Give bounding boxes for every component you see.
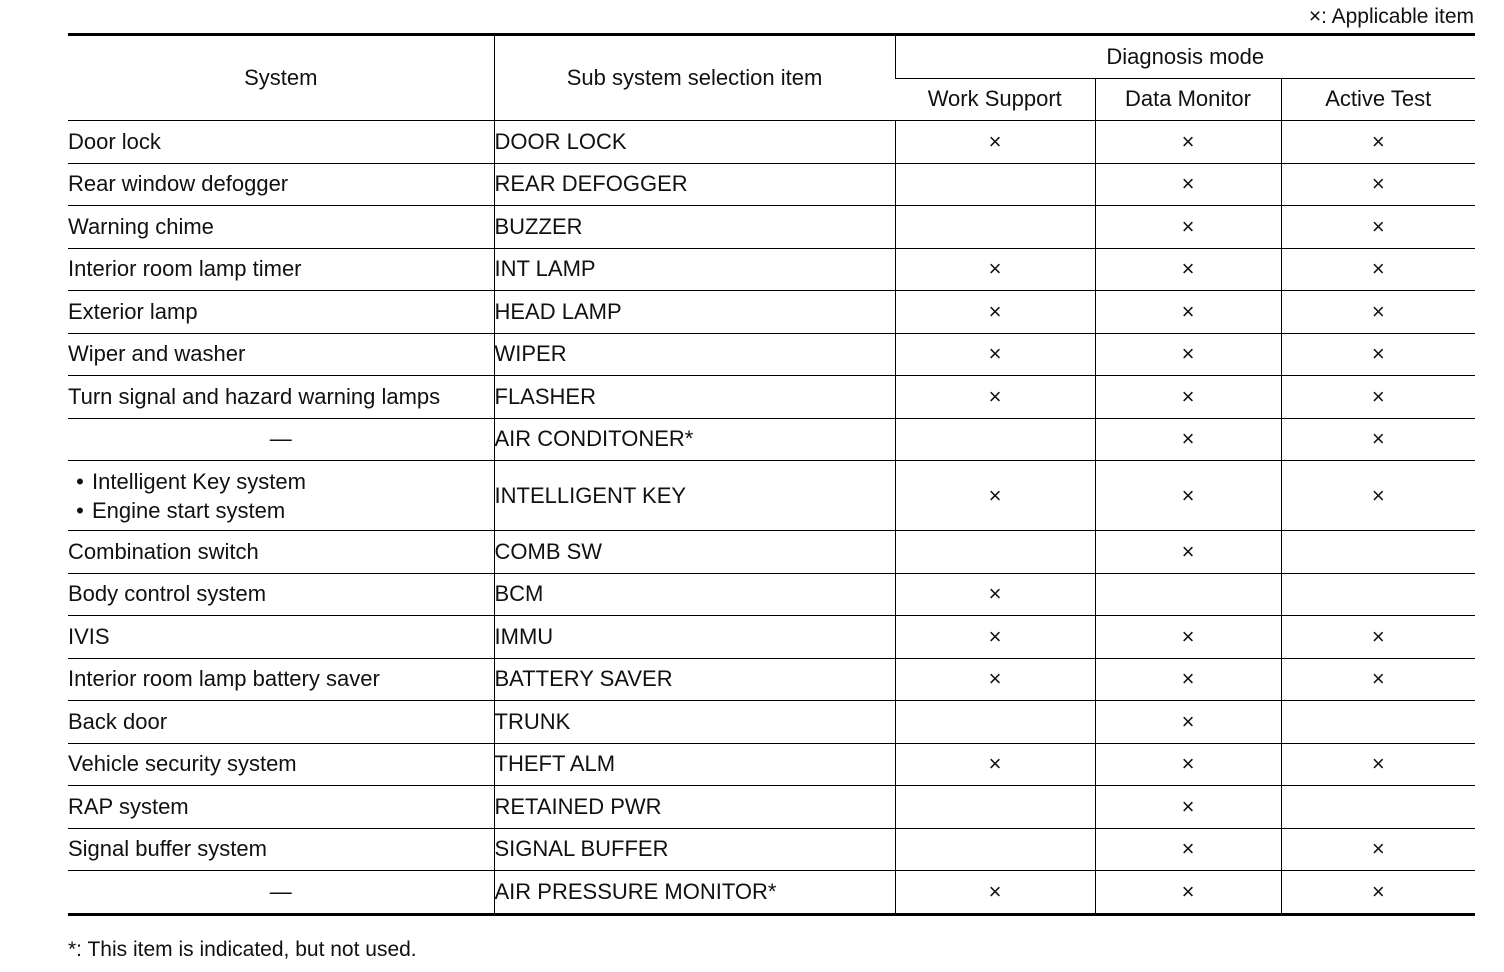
table-row [68, 786, 1475, 829]
footnote: *: This item is indicated, but not used. [68, 938, 417, 961]
data-monitor-mark: × [1095, 248, 1281, 291]
system-cell: Interior room lamp battery saver [68, 658, 494, 701]
work-support-mark: × [895, 248, 1095, 291]
data-monitor-mark: × [1095, 121, 1281, 164]
sub-system-cell: TRUNK [494, 701, 895, 744]
header-data-monitor: Data Monitor [1095, 78, 1281, 121]
table-row [68, 291, 1475, 334]
data-monitor-mark: × [1095, 206, 1281, 249]
active-test-mark: × [1281, 418, 1475, 461]
active-test-mark: × [1281, 291, 1475, 334]
active-test-mark: × [1281, 163, 1475, 206]
header-work-support: Work Support [895, 78, 1095, 121]
system-cell: Vehicle security system [68, 743, 494, 786]
sub-system-cell: THEFT ALM [494, 743, 895, 786]
system-cell: Combination switch [68, 531, 494, 574]
work-support-mark: × [895, 376, 1095, 419]
table-row [68, 573, 1475, 616]
sub-system-cell: AIR PRESSURE MONITOR* [494, 871, 895, 915]
work-support-mark [895, 828, 1095, 871]
data-monitor-mark: × [1095, 531, 1281, 574]
active-test-mark [1281, 701, 1475, 744]
header-system: System [68, 35, 494, 121]
system-cell: Door lock [68, 121, 494, 164]
table-row [68, 376, 1475, 419]
system-cell: Warning chime [68, 206, 494, 249]
sub-system-cell: HEAD LAMP [494, 291, 895, 334]
system-cell: Signal buffer system [68, 828, 494, 871]
active-test-mark: × [1281, 871, 1475, 915]
active-test-mark: × [1281, 333, 1475, 376]
sub-system-cell: COMB SW [494, 531, 895, 574]
data-monitor-mark: × [1095, 333, 1281, 376]
list-item: • Engine start system [68, 496, 494, 525]
header-active-test: Active Test [1281, 78, 1475, 121]
active-test-mark: × [1281, 376, 1475, 419]
active-test-mark: × [1281, 743, 1475, 786]
sub-system-cell: REAR DEFOGGER [494, 163, 895, 206]
table-row [68, 121, 1475, 164]
work-support-mark [895, 163, 1095, 206]
active-test-mark: × [1281, 461, 1475, 531]
work-support-mark [895, 206, 1095, 249]
sub-system-cell: FLASHER [494, 376, 895, 419]
table-row [68, 163, 1475, 206]
active-test-mark: × [1281, 206, 1475, 249]
work-support-mark: × [895, 121, 1095, 164]
table-row [68, 828, 1475, 871]
work-support-mark [895, 418, 1095, 461]
data-monitor-mark: × [1095, 291, 1281, 334]
data-monitor-mark: × [1095, 461, 1281, 531]
list-item: • Intelligent Key system [68, 467, 494, 496]
work-support-mark: × [895, 658, 1095, 701]
table-row [68, 871, 1475, 915]
data-monitor-mark: × [1095, 743, 1281, 786]
data-monitor-mark [1095, 573, 1281, 616]
active-test-mark [1281, 573, 1475, 616]
system-cell: Interior room lamp timer [68, 248, 494, 291]
data-monitor-mark: × [1095, 163, 1281, 206]
system-cell: Exterior lamp [68, 291, 494, 334]
system-cell: RAP system [68, 786, 494, 829]
table-row [68, 206, 1475, 249]
work-support-mark: × [895, 573, 1095, 616]
system-cell: IVIS [68, 616, 494, 659]
sub-system-cell: BATTERY SAVER [494, 658, 895, 701]
work-support-mark [895, 531, 1095, 574]
active-test-mark: × [1281, 248, 1475, 291]
table-row [68, 658, 1475, 701]
active-test-mark: × [1281, 616, 1475, 659]
table-row [68, 743, 1475, 786]
header-diagnosis-mode: Diagnosis mode [895, 35, 1475, 79]
data-monitor-mark: × [1095, 658, 1281, 701]
work-support-mark: × [895, 291, 1095, 334]
active-test-mark [1281, 531, 1475, 574]
system-cell: Turn signal and hazard warning lamps [68, 376, 494, 419]
table-row [68, 701, 1475, 744]
data-monitor-mark: × [1095, 871, 1281, 915]
system-bullet-list [68, 467, 494, 525]
table-row [68, 531, 1475, 574]
data-monitor-mark: × [1095, 376, 1281, 419]
work-support-mark: × [895, 743, 1095, 786]
active-test-mark: × [1281, 828, 1475, 871]
data-monitor-mark: × [1095, 418, 1281, 461]
table-row [68, 461, 1475, 531]
data-monitor-mark: × [1095, 786, 1281, 829]
table-row [68, 418, 1475, 461]
system-cell: Back door [68, 701, 494, 744]
applicable-item-legend: ×: Applicable item [1308, 5, 1474, 28]
system-cell [68, 461, 494, 531]
sub-system-cell: IMMU [494, 616, 895, 659]
sub-system-cell: BUZZER [494, 206, 895, 249]
system-cell: Wiper and washer [68, 333, 494, 376]
active-test-mark: × [1281, 121, 1475, 164]
sub-system-cell: DOOR LOCK [494, 121, 895, 164]
system-cell: — [68, 418, 494, 461]
table-row [68, 333, 1475, 376]
sub-system-cell: WIPER [494, 333, 895, 376]
data-monitor-mark: × [1095, 828, 1281, 871]
data-monitor-mark: × [1095, 701, 1281, 744]
work-support-mark: × [895, 461, 1095, 531]
sub-system-cell: RETAINED PWR [494, 786, 895, 829]
table-row [68, 248, 1475, 291]
active-test-mark: × [1281, 658, 1475, 701]
table-row [68, 616, 1475, 659]
sub-system-cell: SIGNAL BUFFER [494, 828, 895, 871]
work-support-mark: × [895, 871, 1095, 915]
system-cell: — [68, 871, 494, 915]
diagnosis-mode-table [68, 33, 1475, 916]
work-support-mark: × [895, 333, 1095, 376]
system-cell: Body control system [68, 573, 494, 616]
data-monitor-mark: × [1095, 616, 1281, 659]
active-test-mark [1281, 786, 1475, 829]
system-cell: Rear window defogger [68, 163, 494, 206]
sub-system-cell: INT LAMP [494, 248, 895, 291]
work-support-mark [895, 701, 1095, 744]
work-support-mark: × [895, 616, 1095, 659]
work-support-mark [895, 786, 1095, 829]
sub-system-cell: BCM [494, 573, 895, 616]
sub-system-cell: INTELLIGENT KEY [494, 461, 895, 531]
header-sub-system: Sub system selection item [494, 35, 895, 121]
sub-system-cell: AIR CONDITONER* [494, 418, 895, 461]
